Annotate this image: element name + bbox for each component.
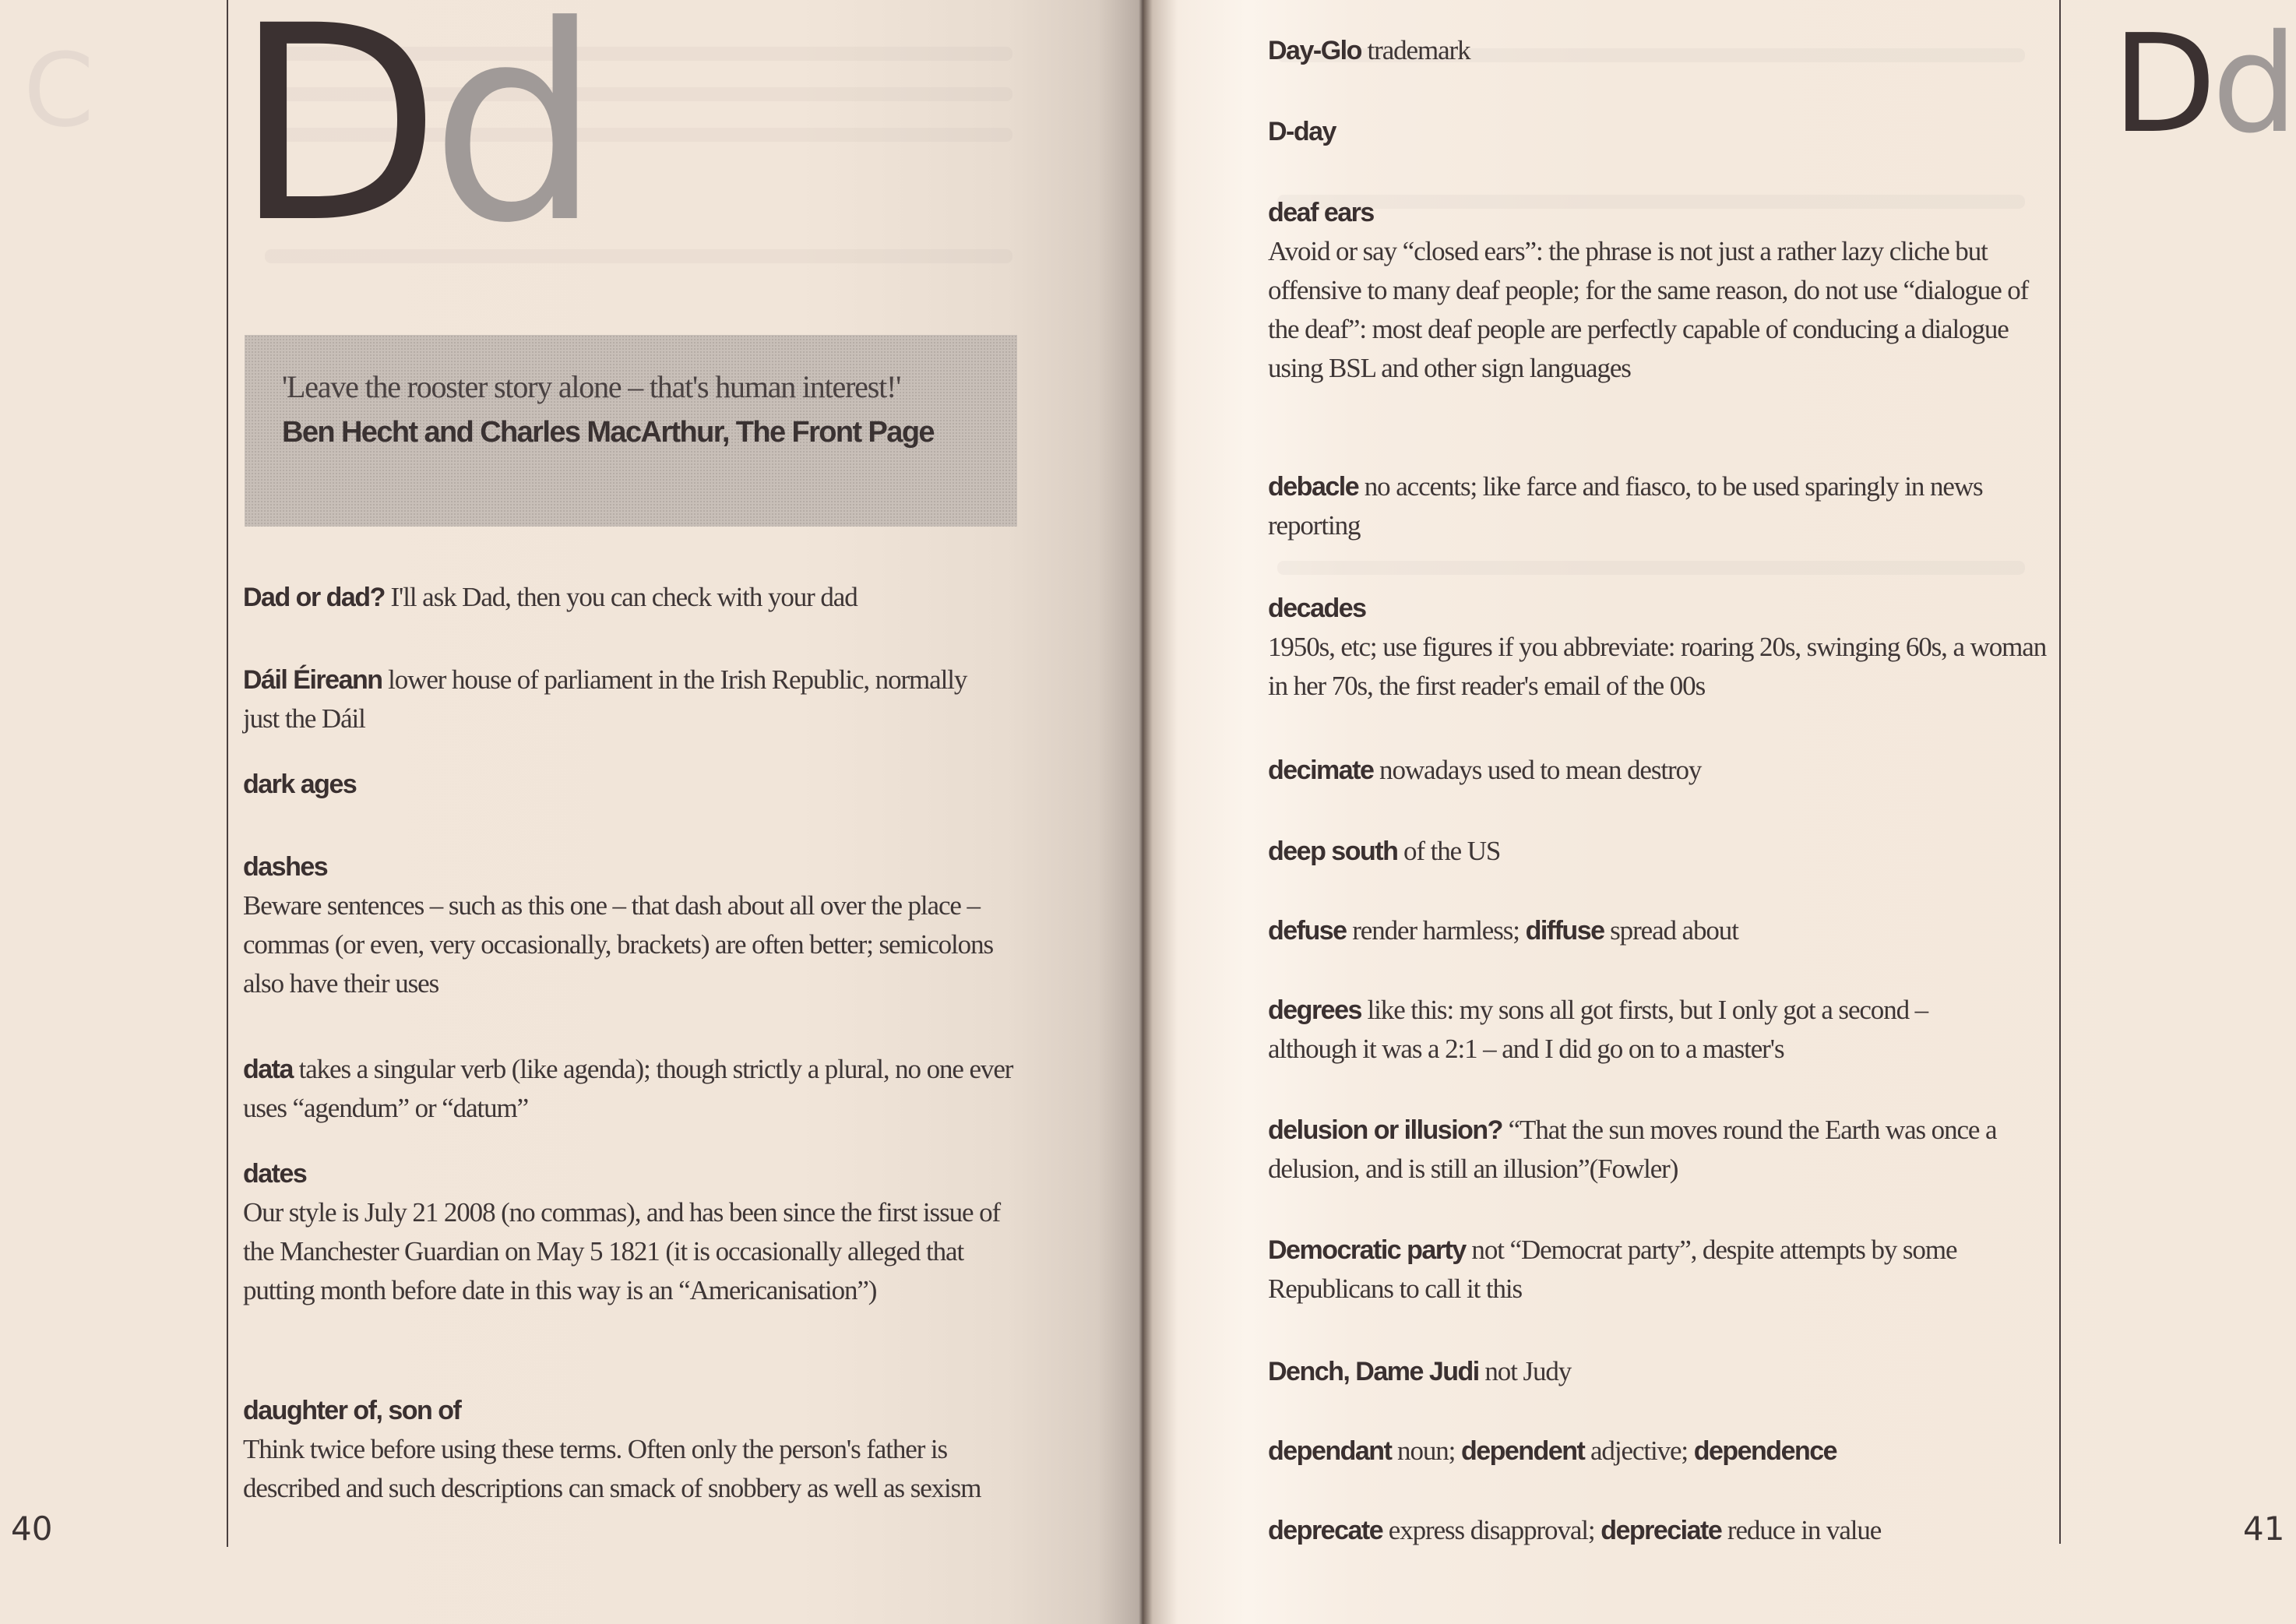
headword: dependence [1693, 1436, 1837, 1466]
headword: deaf ears [1268, 198, 1374, 227]
headword: Dench, Dame Judi [1268, 1357, 1479, 1386]
definition: adjective; [1584, 1436, 1694, 1466]
definition: takes a singular verb (like agenda); though strictly a plural, no one ever uses “agendum” or “datum” [243, 1054, 1013, 1123]
pull-quote [245, 335, 1017, 527]
quote-text: 'Leave the rooster story alone – that's human interest!' [282, 369, 901, 404]
entry [1268, 1111, 2047, 1189]
headword: degrees [1268, 995, 1361, 1025]
definition: of the US [1397, 836, 1501, 866]
bleed-through [1277, 561, 2025, 575]
entry [1268, 193, 2047, 388]
headword: debacle [1268, 472, 1359, 502]
definition: trademark [1361, 35, 1470, 65]
headword: diffuse [1525, 916, 1604, 946]
definition: “That the sun moves round the Earth was once a delusion, and is still an illusion”(Fowler) [1268, 1115, 1997, 1184]
headword: dashes [243, 852, 328, 882]
entry [1268, 911, 2047, 950]
headword: decades [1268, 594, 1366, 623]
initial-upper: D [234, 0, 431, 282]
headword: deprecate [1268, 1516, 1383, 1545]
entry [1268, 991, 2016, 1069]
definition: I'll ask Dad, then you can check with your dad [384, 582, 857, 612]
quote-attribution: Ben Hecht and Charles MacArthur, The Front Page [282, 416, 934, 449]
initial-upper: D [2112, 5, 2212, 164]
headword: D-day [1268, 117, 1336, 146]
definition: like this: my sons all got firsts, but I only got a second – although it was a 2:1 – and I did go on to a master's [1268, 995, 1928, 1064]
definition: spread about [1604, 915, 1738, 946]
entry [243, 765, 1037, 804]
entry [243, 1154, 1030, 1310]
entry [243, 1050, 1014, 1128]
entry [1268, 467, 2047, 545]
definition: noun; [1391, 1436, 1461, 1466]
entry [1268, 31, 2047, 70]
entry [1268, 1352, 2047, 1391]
initial-lower: d [2211, 5, 2294, 164]
headword: decimate [1268, 756, 1374, 785]
headword: data [243, 1055, 293, 1084]
page-number-left: 40 [11, 1510, 53, 1548]
entry [243, 1391, 1030, 1508]
definition: 1950s, etc; use figures if you abbreviate: roaring 20s, swinging 60s, a woman in her 70s, the first reader's email of the 00s [1268, 632, 2047, 701]
headword: Day-Glo [1268, 36, 1361, 65]
column-rule-right [2059, 0, 2061, 1544]
headword: dates [243, 1159, 307, 1189]
entry [243, 847, 1014, 1003]
definition: Our style is July 21 2008 (no commas), and has been since the first issue of the Manchester Guardian on May 5 1821 (it is occasionally alleged that putting month before date in this way is an “Americanisation”) [243, 1197, 1001, 1305]
entry [243, 578, 1037, 617]
headword: dependant [1268, 1436, 1392, 1466]
entry [1268, 112, 2047, 151]
headword: depreciate [1601, 1516, 1722, 1545]
entry [243, 661, 991, 738]
entry [1268, 1231, 2031, 1309]
initial-lower: d [430, 0, 591, 282]
definition: not Judy [1478, 1356, 1572, 1386]
headword: Democratic party [1268, 1235, 1466, 1265]
section-initial-right [2112, 5, 2294, 164]
definition: reduce in value [1721, 1515, 1882, 1545]
column-rule-left [227, 0, 228, 1547]
entry [1268, 589, 2047, 706]
definition: lower house of parliament in the Irish Republic, normally just the Dáil [243, 664, 967, 734]
headword: delusion or illusion? [1268, 1115, 1502, 1145]
headword: Dáil Éireann [243, 665, 382, 695]
entry [1268, 1511, 2047, 1550]
headword: deep south [1268, 837, 1398, 866]
headword: Dad or dad? [243, 583, 385, 612]
headword: dependent [1460, 1436, 1585, 1466]
definition: express disapproval; [1382, 1515, 1601, 1545]
definition: Beware sentences – such as this one – that dash about all over the place – commas (or even, very occasionally, brackets) are often better; semicolons also have their uses [243, 890, 993, 999]
section-initial-left [234, 0, 591, 282]
definition: Think twice before using these terms. Often only the person's father is described and such descriptions can smack of snobbery as well as sexism [243, 1434, 981, 1503]
entry [1268, 1432, 2047, 1471]
definition: Avoid or say “closed ears”: the phrase is not just a rather lazy cliche but offensive to many deaf people; for the same reason, do not use “dialogue of the deaf”: most deaf people are perfectly capable of conducing a dialogue using BSL and other sign languages [1268, 236, 2029, 383]
entry [1268, 832, 2047, 871]
definition: not “Democrat party”, despite attempts by some Republicans to call it this [1268, 1235, 1957, 1304]
headword: dark ages [243, 770, 357, 799]
definition: render harmless; [1346, 915, 1526, 946]
page-number-right: 41 [2243, 1510, 2285, 1548]
definition: no accents; like farce and fiasco, to be used sparingly in news reporting [1268, 471, 1983, 541]
entry [1268, 751, 2047, 790]
definition: nowadays used to mean destroy [1373, 755, 1702, 785]
headword: daughter of, son of [243, 1396, 461, 1425]
bleed-through-initial: C [23, 31, 94, 150]
headword: defuse [1268, 916, 1347, 946]
